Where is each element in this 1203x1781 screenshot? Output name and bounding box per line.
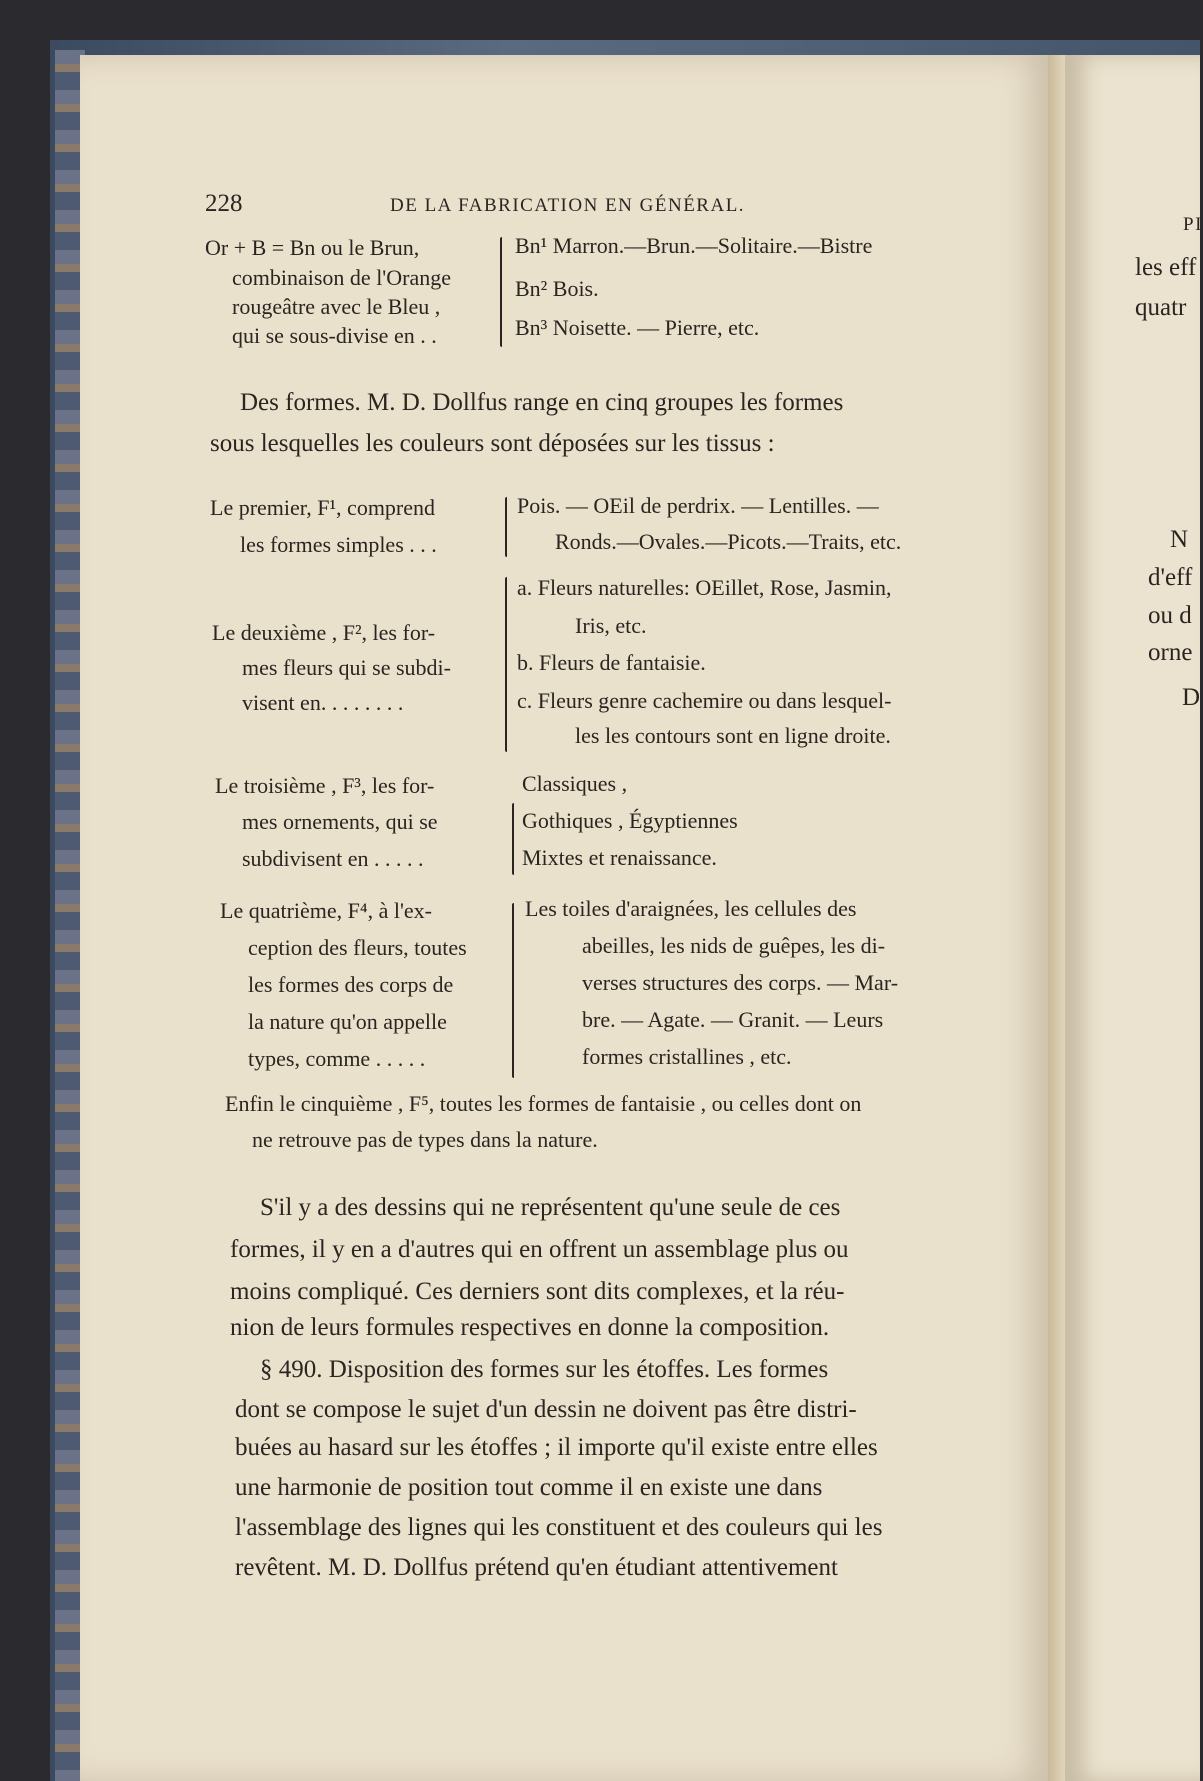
quatrieme-right-3: bre. — Agate. — Granit. — Leurs — [582, 1007, 884, 1032]
paragraph-line-5: dont se compose le sujet d'un dessin ne doivent pas être distri- — [235, 1396, 857, 1423]
deuxieme-left-1: mes fleurs qui se subdi- — [242, 655, 451, 680]
brun-right-0: Bn¹ Marron.—Brun.—Solitaire.—Bistre — [515, 233, 873, 258]
quatrieme-right-4: formes cristallines , etc. — [582, 1044, 792, 1069]
quatrieme-right-2: verses structures des corps. — Mar- — [582, 970, 899, 995]
paragraph-line-6: buées au hasard sur les étoffes ; il importe qu'il existe entre elles — [235, 1434, 878, 1461]
premier-left-1: les formes simples . . . — [240, 532, 437, 557]
quatrieme-right-1: abeilles, les nids de guêpes, les di- — [582, 933, 886, 958]
right-line-0: les eff — [1135, 254, 1197, 281]
paragraph-line-4: § 490. Disposition des formes sur les étoffes. Les formes — [260, 1356, 829, 1383]
brace — [505, 577, 507, 752]
premier-right-0: Pois. — OEil de perdrix. — Lentilles. — — [517, 493, 879, 518]
brace — [505, 497, 507, 557]
troisieme-left-0: Le troisième , F³, les for- — [215, 773, 435, 798]
troisieme-right-2: Mixtes et renaissance. — [522, 845, 717, 870]
right-line-6: D — [1182, 684, 1201, 711]
deuxieme-right-1: Iris, etc. — [575, 613, 647, 638]
paragraph-line-2: moins compliqué. Ces derniers sont dits complexes, et la réu- — [230, 1278, 845, 1305]
paragraph-line-8: l'assemblage des lignes qui les constituent et des couleurs qui les — [235, 1514, 883, 1541]
right-line-5: orne — [1148, 639, 1193, 666]
brun-right-1: Bn² Bois. — [515, 276, 599, 301]
brace — [512, 803, 514, 875]
premier-left-0: Le premier, F¹, comprend — [210, 495, 436, 520]
left-page — [80, 55, 1050, 1781]
paragraph-line-9: revêtent. M. D. Dollfus prétend qu'en étudiant attentivement — [235, 1554, 838, 1581]
troisieme-left-1: mes ornements, qui se — [242, 809, 438, 834]
brun-left-0: Or + B = Bn ou le Brun, — [205, 235, 420, 260]
paragraph-line-0: S'il y a des dessins qui ne représentent qu'une seule de ces — [260, 1194, 841, 1221]
troisieme-right-1: Gothiques , Égyptiennes — [522, 808, 738, 833]
paragraph-line-1: formes, il y en a d'autres qui en offrent un assemblage plus ou — [230, 1236, 849, 1263]
right-line-2: N — [1170, 526, 1189, 553]
brun-left-3: qui se sous-divise en . . — [232, 323, 437, 348]
right-line-3: d'eff — [1148, 564, 1193, 591]
brace — [512, 903, 514, 1078]
cinquieme-0: Enfin le cinquième , F⁵, toutes les formes de fantaisie , ou celles dont on — [225, 1091, 862, 1116]
right-running-head: PI — [1183, 214, 1203, 235]
quatrieme-left-3: la nature qu'on appelle — [248, 1009, 447, 1034]
paragraph-line-3: nion de leurs formules respectives en donne la composition. — [230, 1314, 830, 1341]
deuxieme-right-3: c. Fleurs genre cachemire ou dans lesquel- — [517, 688, 892, 713]
deuxieme-right-0: a. Fleurs naturelles: OEillet, Rose, Jasmin, — [517, 575, 892, 600]
right-line-4: ou d — [1148, 602, 1192, 629]
premier-right-1: Ronds.—Ovales.—Picots.—Traits, etc. — [555, 529, 902, 554]
brun-left-1: combinaison de l'Orange — [232, 265, 452, 290]
book-gutter — [1048, 55, 1066, 1781]
troisieme-left-2: subdivisent en . . . . . — [242, 846, 424, 871]
quatrieme-left-2: les formes des corps de — [248, 972, 454, 997]
intro-0: Des formes. M. D. Dollfus range en cinq groupes les formes — [240, 389, 844, 416]
quatrieme-right-0: Les toiles d'araignées, les cellules des — [525, 896, 857, 921]
running-head: DE LA FABRICATION EN GÉNÉRAL. — [390, 195, 746, 216]
brun-left-2: rougeâtre avec le Bleu , — [232, 294, 441, 319]
quatrieme-left-4: types, comme . . . . . — [248, 1046, 426, 1071]
troisieme-right-0: Classiques , — [522, 771, 628, 796]
cinquieme-1: ne retrouve pas de types dans la nature. — [252, 1127, 598, 1152]
right-page — [1065, 55, 1203, 1781]
quatrieme-left-0: Le quatrième, F⁴, à l'ex- — [220, 898, 432, 923]
deuxieme-right-2: b. Fleurs de fantaisie. — [517, 650, 706, 675]
quatrieme-left-1: ception des fleurs, toutes — [248, 935, 467, 960]
brun-right-2: Bn³ Noisette. — Pierre, etc. — [515, 315, 760, 340]
page-number: 228 — [205, 190, 243, 217]
deuxieme-left-0: Le deuxième , F², les for- — [212, 620, 436, 645]
deuxieme-left-2: visent en. . . . . . . . — [242, 690, 404, 715]
right-line-1: quatr — [1135, 294, 1187, 321]
intro-1: sous lesquelles les couleurs sont déposées sur les tissus : — [210, 430, 775, 457]
paragraph-line-7: une harmonie de position tout comme il en existe une dans — [235, 1474, 823, 1501]
brace — [500, 237, 502, 347]
deuxieme-right-4: les les contours sont en ligne droite. — [575, 723, 891, 748]
